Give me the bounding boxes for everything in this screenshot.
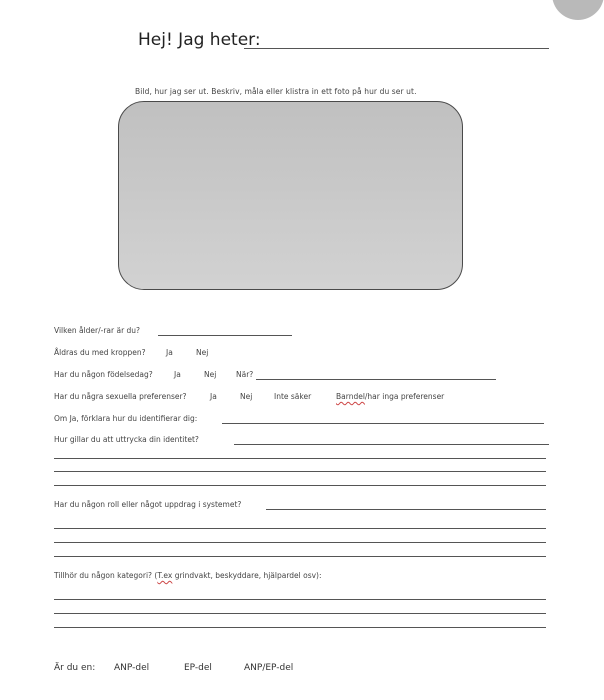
answer-line-role-4[interactable] [54, 556, 546, 557]
name-field-line[interactable] [244, 48, 549, 49]
child-part-word: Barndel [336, 392, 365, 401]
option-birthday-no[interactable]: Nej [204, 370, 217, 379]
question-age: Vilken ålder/-rar är du? [54, 326, 141, 335]
option-sexual-unsure[interactable]: Inte säker [274, 392, 312, 401]
option-sexual-child[interactable] [336, 392, 444, 401]
option-birthday-yes[interactable]: Ja [174, 370, 181, 379]
answer-line-birthday[interactable] [256, 379, 496, 380]
option-sexual-no[interactable]: Nej [240, 392, 253, 401]
answer-line-express-2[interactable] [54, 458, 546, 459]
question-birthday: Har du någon födelsedag? [54, 370, 153, 379]
answer-line-identify[interactable] [222, 423, 544, 424]
answer-line-role-2[interactable] [54, 528, 546, 529]
photo-placeholder[interactable] [118, 101, 463, 290]
answer-line-express-4[interactable] [54, 485, 546, 486]
answer-line-role-1[interactable] [266, 509, 546, 510]
category-prefix: Tillhör du någon kategori? ( [54, 571, 158, 580]
answer-line-role-3[interactable] [54, 542, 546, 543]
option-sexual-yes[interactable]: Ja [210, 392, 217, 401]
option-ep[interactable]: EP-del [184, 663, 212, 673]
photo-caption: Bild, hur jag ser ut. Beskriv, måla eller klistra in ett foto på hur du ser ut. [135, 87, 417, 96]
option-aging-yes[interactable]: Ja [166, 348, 173, 357]
birthday-when-label: När? [236, 370, 254, 379]
answer-line-category-1[interactable] [54, 599, 546, 600]
answer-line-express-1[interactable] [234, 444, 549, 445]
corner-button[interactable] [552, 0, 604, 20]
option-aging-no[interactable]: Nej [196, 348, 209, 357]
footer-label: Är du en: [54, 663, 96, 673]
child-part-suffix: /har inga preferenser [364, 392, 445, 401]
option-anp[interactable]: ANP-del [114, 663, 150, 673]
answer-line-category-2[interactable] [54, 613, 546, 614]
question-category [54, 571, 322, 580]
answer-line-category-3[interactable] [54, 627, 546, 628]
question-sexual: Har du några sexuella preferenser? [54, 392, 187, 401]
category-suffix: grindvakt, beskyddare, hjälpardel osv): [172, 571, 322, 580]
answer-line-express-3[interactable] [54, 471, 546, 472]
answer-line-age[interactable] [158, 335, 292, 336]
category-abbr: T.ex [157, 571, 173, 580]
question-identify: Om Ja, förklara hur du identifierar dig: [54, 414, 198, 423]
option-anp-ep[interactable]: ANP/EP-del [244, 663, 294, 673]
question-role: Har du någon roll eller något uppdrag i systemet? [54, 500, 242, 509]
question-aging: Åldras du med kroppen? [54, 348, 146, 357]
page-title: Hej! Jag heter: [138, 30, 261, 50]
question-express: Hur gillar du att uttrycka din identitet? [54, 435, 199, 444]
